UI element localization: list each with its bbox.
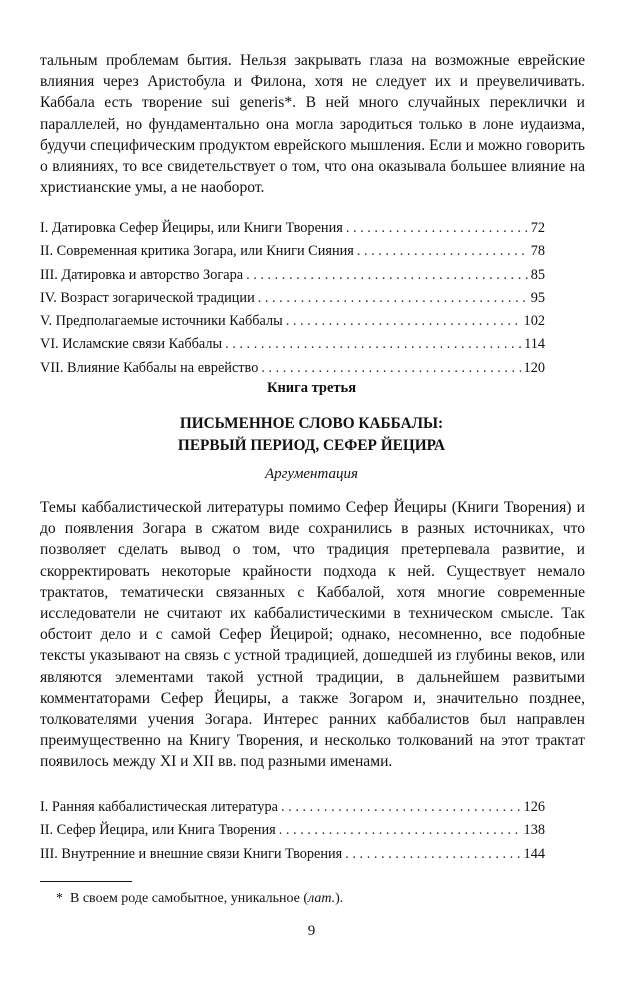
toc-entry-title: II. Современная критика Зогара, или Книги Сияния xyxy=(40,243,354,260)
footnote-rule xyxy=(40,881,132,882)
toc-entry-title: II. Сефер Йецира, или Книга Творения xyxy=(40,822,276,839)
toc-entry xyxy=(40,217,545,240)
footnote-text-end: ). xyxy=(335,891,344,906)
toc-entry-page: 102 xyxy=(523,313,545,330)
toc-leader xyxy=(225,333,521,356)
toc-entry-title: I. Ранняя каббалистическая литература xyxy=(40,799,279,815)
toc-book-two xyxy=(40,217,545,380)
toc-entry xyxy=(40,264,545,287)
toc-leader xyxy=(261,357,520,380)
toc-entry-title: III. Датировка и авторство Зогара xyxy=(40,266,244,283)
toc-entry xyxy=(40,287,545,310)
toc-entry xyxy=(40,819,545,842)
toc-entry-page: 120 xyxy=(523,359,545,376)
argument-paragraph: Темы каббалистической литературы помимо Сефер Йециры (Книги Творения) и до появления Зогара в сжатом виде сохранились в разных источниках, что позволяет сделать вывод о том, что традиция претерпевала развитие, и скорректировать некоторые крайности подхода к ней. Существует немало трактатов, тематически связанных с Каббалой, хотя многие современные исследователи не считают их каббалистическими в техническом смысле. Так обстоит дело и с самой Сефер Йецирой; однако, несомненно, все подобные тексты указывают на связь с устной традицией, дошедшей из глубины веков, или являются элементами такой устной традиции, в дальнейшем развитыми комментаторами Сефер Йециры, а также Зогаром и, значительно позднее, толкователями учения Зогара. Интерес ранних каббалистов был направлен преимущественно на Книгу Творения, и несколько толкований на этот трактат появилось между XI и XII вв. под разными именами. xyxy=(40,499,585,771)
toc-leader xyxy=(357,240,528,263)
toc-entry-title: VI. Исламские связи Каббалы xyxy=(40,336,223,353)
footnote-abbreviation: лат. xyxy=(308,891,336,906)
toc-entry-page: 114 xyxy=(524,336,545,353)
section-subheading: Аргументация xyxy=(265,466,358,482)
toc-leader xyxy=(279,819,521,842)
toc-entry xyxy=(40,357,545,380)
toc-entry xyxy=(40,310,545,333)
toc-book-three xyxy=(40,796,545,866)
toc-entry xyxy=(40,333,545,356)
toc-entry-title: V. Предполагаемые источники Каббалы xyxy=(40,313,283,330)
heading-line: ПИСЬМЕННОЕ СЛОВО КАББАЛЫ: xyxy=(179,415,444,432)
toc-entry-page: 138 xyxy=(523,822,545,839)
toc-entry-page: 144 xyxy=(523,845,545,862)
section-heading xyxy=(0,413,623,457)
intro-paragraph: тальным проблемам бытия. Нельзя закрывать глаза на возможные еврейские влияния через Аристобула и Филона, хотя не следует их и преувеличивать. Каббала есть творение sui generis*. В ней много случайных переклички и параллелей, но фундаментально она могла зародиться только в лоне иудаизма, будучи специфическим продуктом еврейского мышления. Если и можно говорить о влияниях, то все свидетельствует о том, что она оказывала большее влияние на христианские умы, а не наоборот. xyxy=(40,52,585,197)
book-label: Книга третья xyxy=(266,380,357,396)
toc-leader xyxy=(346,217,528,240)
toc-leader xyxy=(345,843,520,866)
toc-leader xyxy=(281,796,521,819)
toc-entry-title: III. Внутренние и внешние связи Книги Творения xyxy=(40,845,343,862)
toc-leader xyxy=(286,310,521,333)
toc-entry-page: 78 xyxy=(530,243,545,260)
toc-entry-page: 126 xyxy=(523,799,545,815)
footnote xyxy=(56,889,343,909)
heading-line: ПЕРВЫЙ ПЕРИОД, СЕФЕР ЙЕЦИРА xyxy=(177,437,446,454)
toc-entry xyxy=(40,240,545,263)
footnote-marker: * xyxy=(56,891,63,906)
toc-leader xyxy=(246,264,528,287)
toc-entry-page: 72 xyxy=(530,220,545,236)
toc-entry xyxy=(40,843,545,866)
toc-entry-page: 95 xyxy=(530,289,545,306)
page-number: 9 xyxy=(307,923,316,939)
toc-entry-title: IV. Возраст зогарической традиции xyxy=(40,289,255,306)
toc-entry-title: VII. Влияние Каббалы на еврейство xyxy=(40,359,259,376)
toc-entry-page: 85 xyxy=(530,266,545,283)
footnote-text: В своем роде самобытное, уникальное ( xyxy=(70,891,309,906)
toc-entry xyxy=(40,796,545,819)
toc-entry-title: I. Датировка Сефер Йециры, или Книги Творения xyxy=(40,220,343,236)
toc-leader xyxy=(258,287,528,310)
